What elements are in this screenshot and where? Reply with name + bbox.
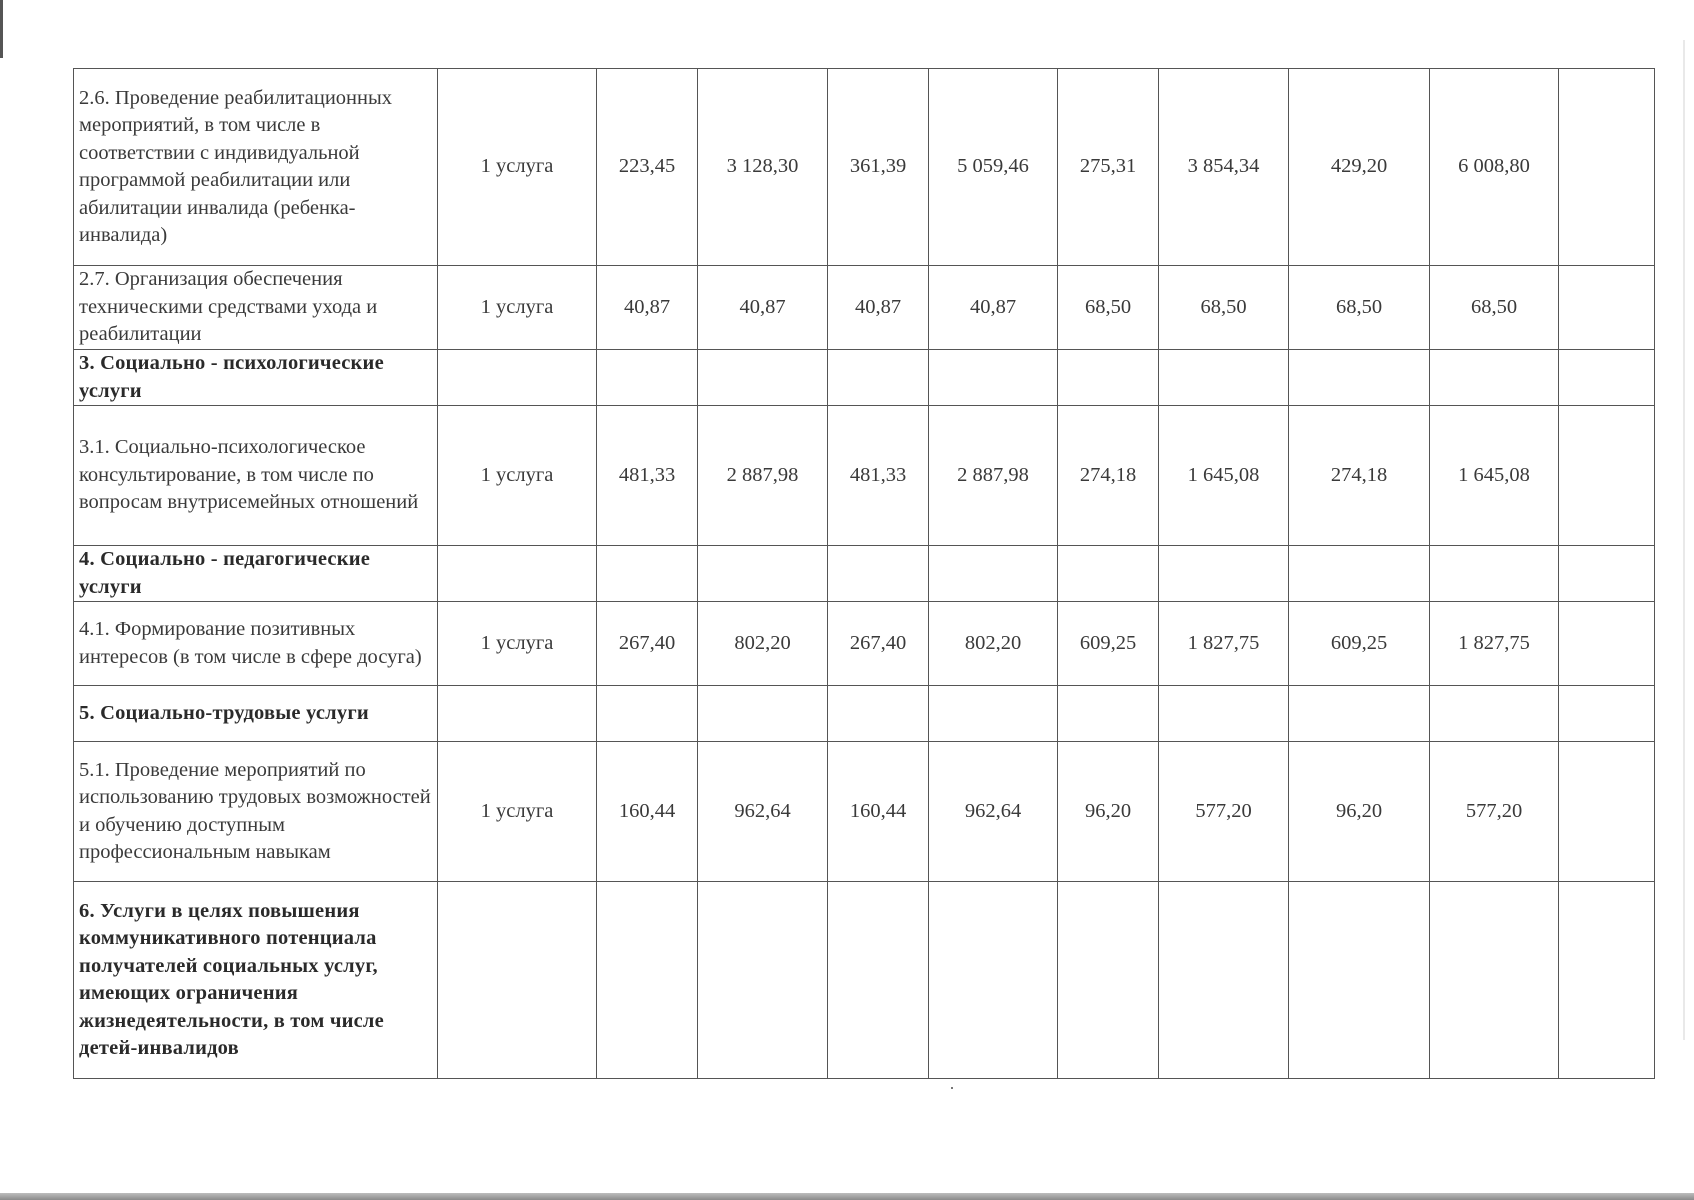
value-cell (1289, 546, 1430, 602)
value-cell (1559, 406, 1655, 546)
scan-edge-bottom (0, 1193, 1694, 1200)
value-cell (1289, 882, 1430, 1079)
value-cell: 40,87 (698, 266, 828, 350)
section-title-cell: 3. Социально - психологические услуги (74, 350, 438, 406)
value-cell (1289, 350, 1430, 406)
value-cell: 3 128,30 (698, 69, 828, 266)
value-cell (929, 546, 1058, 602)
section-title-cell: 4. Социально - педагогические услуги (74, 546, 438, 602)
service-name-cell: 2.6. Проведение реабилитационных мероприятий, в том числе в соответствии с индивидуальной программой реабилитации или абилитации инвалида (ребенка-инвалида) (74, 69, 438, 266)
value-cell: 267,40 (597, 602, 698, 686)
service-name-cell: 4.1. Формирование позитивных интересов (в том числе в сфере досуга) (74, 602, 438, 686)
value-cell (828, 882, 929, 1079)
value-cell: 40,87 (597, 266, 698, 350)
unit-cell (438, 546, 597, 602)
value-cell: 96,20 (1058, 742, 1159, 882)
table-row (74, 742, 1655, 882)
value-cell: 40,87 (929, 266, 1058, 350)
unit-cell (438, 686, 597, 742)
value-cell: 1 827,75 (1159, 602, 1289, 686)
table-body (74, 69, 1655, 1079)
value-cell: 160,44 (828, 742, 929, 882)
value-cell (1058, 686, 1159, 742)
scan-edge-right (1683, 40, 1685, 1040)
value-cell: 962,64 (698, 742, 828, 882)
value-cell: 68,50 (1289, 266, 1430, 350)
service-name-cell: 3.1. Социально-психологическое консультирование, в том числе по вопросам внутрисемейных отношений (74, 406, 438, 546)
value-cell: 481,33 (828, 406, 929, 546)
value-cell (698, 546, 828, 602)
value-cell: 577,20 (1430, 742, 1559, 882)
value-cell (698, 882, 828, 1079)
service-name-cell: 5.1. Проведение мероприятий по использованию трудовых возможностей и обучению доступным профессиональным навыкам (74, 742, 438, 882)
value-cell (597, 686, 698, 742)
service-name-cell: 2.7. Организация обеспечения техническими средствами ухода и реабилитации (74, 266, 438, 350)
scan-edge-left (0, 0, 3, 58)
section-row (74, 882, 1655, 1079)
value-cell (828, 350, 929, 406)
value-cell (1559, 882, 1655, 1079)
services-tariff-table (73, 68, 1655, 1079)
value-cell: 274,18 (1058, 406, 1159, 546)
value-cell: 68,50 (1159, 266, 1289, 350)
table-row (74, 266, 1655, 350)
section-row (74, 546, 1655, 602)
value-cell (1559, 546, 1655, 602)
value-cell (698, 350, 828, 406)
value-cell (1058, 882, 1159, 1079)
value-cell (698, 686, 828, 742)
value-cell: 3 854,34 (1159, 69, 1289, 266)
value-cell: 609,25 (1058, 602, 1159, 686)
value-cell (1559, 602, 1655, 686)
value-cell (1058, 350, 1159, 406)
value-cell (1159, 686, 1289, 742)
section-title-cell: 6. Услуги в целях повышения коммуникативного потенциала получателей социальных услуг, имеющих ограничения жизнедеятельности, в том числе детей-инвалидов (74, 882, 438, 1079)
section-row (74, 350, 1655, 406)
value-cell: 267,40 (828, 602, 929, 686)
value-cell: 429,20 (1289, 69, 1430, 266)
value-cell (929, 882, 1058, 1079)
value-cell (597, 546, 698, 602)
unit-cell (438, 882, 597, 1079)
unit-cell: 1 услуга (438, 406, 597, 546)
value-cell: 1 827,75 (1430, 602, 1559, 686)
value-cell: 96,20 (1289, 742, 1430, 882)
value-cell (929, 350, 1058, 406)
value-cell: 6 008,80 (1430, 69, 1559, 266)
unit-cell: 1 услуга (438, 742, 597, 882)
value-cell: 1 645,08 (1430, 406, 1559, 546)
section-title-cell: 5. Социально-трудовые услуги (74, 686, 438, 742)
value-cell (1559, 742, 1655, 882)
value-cell (1159, 882, 1289, 1079)
value-cell (1058, 546, 1159, 602)
value-cell (929, 686, 1058, 742)
value-cell: 1 645,08 (1159, 406, 1289, 546)
value-cell: 962,64 (929, 742, 1058, 882)
value-cell (1559, 350, 1655, 406)
value-cell: 577,20 (1159, 742, 1289, 882)
value-cell: 481,33 (597, 406, 698, 546)
value-cell (828, 686, 929, 742)
value-cell: 275,31 (1058, 69, 1159, 266)
value-cell (828, 546, 929, 602)
value-cell: 68,50 (1058, 266, 1159, 350)
unit-cell (438, 350, 597, 406)
value-cell (1559, 266, 1655, 350)
value-cell: 274,18 (1289, 406, 1430, 546)
scan-speck (951, 1087, 953, 1089)
value-cell (1430, 546, 1559, 602)
value-cell (597, 882, 698, 1079)
value-cell: 361,39 (828, 69, 929, 266)
value-cell (1159, 546, 1289, 602)
unit-cell: 1 услуга (438, 266, 597, 350)
value-cell: 5 059,46 (929, 69, 1058, 266)
unit-cell: 1 услуга (438, 69, 597, 266)
table-row (74, 406, 1655, 546)
value-cell (1289, 686, 1430, 742)
value-cell: 2 887,98 (929, 406, 1058, 546)
value-cell (1559, 686, 1655, 742)
value-cell (1159, 350, 1289, 406)
value-cell: 609,25 (1289, 602, 1430, 686)
value-cell (1430, 882, 1559, 1079)
value-cell (1559, 69, 1655, 266)
section-row (74, 686, 1655, 742)
value-cell: 802,20 (929, 602, 1058, 686)
table-row (74, 69, 1655, 266)
table-row (74, 602, 1655, 686)
value-cell: 160,44 (597, 742, 698, 882)
value-cell: 40,87 (828, 266, 929, 350)
unit-cell: 1 услуга (438, 602, 597, 686)
value-cell: 223,45 (597, 69, 698, 266)
value-cell: 2 887,98 (698, 406, 828, 546)
value-cell: 802,20 (698, 602, 828, 686)
value-cell (597, 350, 698, 406)
value-cell: 68,50 (1430, 266, 1559, 350)
value-cell (1430, 686, 1559, 742)
value-cell (1430, 350, 1559, 406)
